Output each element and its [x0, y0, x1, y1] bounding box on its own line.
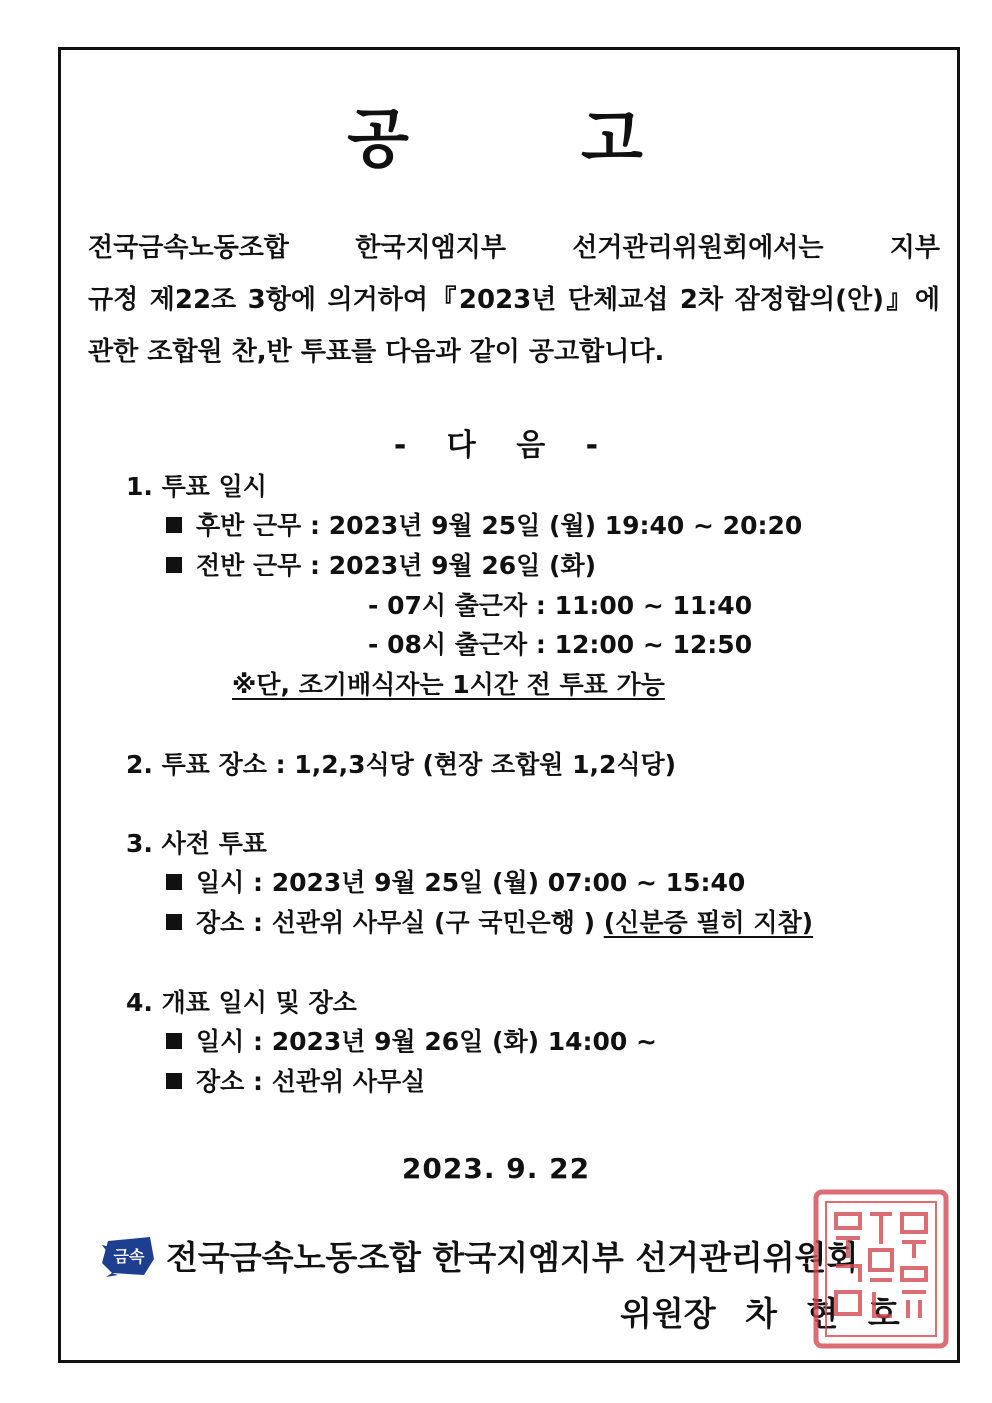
s2-heading: 2. 투표 장소 : 1,2,3식당 (현장 조합원 1,2식당) — [126, 750, 677, 779]
union-logo-icon — [98, 1233, 158, 1279]
s3-item-2-note: (신분증 필히 지참) — [603, 908, 814, 937]
notice-date: 2023. 9. 22 — [401, 1152, 591, 1185]
s1-item-2 — [166, 549, 596, 583]
s4-heading: 4. 개표 일시 및 장소 — [126, 988, 357, 1017]
s1-note: ※단, 조기배식자는 1시간 전 투표 가능 — [232, 670, 665, 699]
bullet-square-icon — [166, 517, 182, 533]
bullet-square-icon — [166, 557, 182, 573]
chairperson: 위원장 차 현 호 — [620, 1294, 900, 1333]
s4-item-2 — [166, 1065, 425, 1099]
s1-item-1 — [166, 509, 802, 543]
organization — [98, 1232, 858, 1279]
title-char-1: 공 — [347, 103, 411, 177]
bullet-square-icon — [166, 874, 182, 890]
s3-heading: 3. 사전 투표 — [126, 829, 267, 858]
s3-item-1-text: 일시 : 2023년 9월 25일 (월) 07:00 ~ 15:40 — [196, 868, 746, 897]
s1-item-1-text: 후반 근무 : 2023년 9월 25일 (월) 19:40 ~ 20:20 — [196, 511, 803, 540]
svg-text:금속: 금속 — [113, 1246, 145, 1266]
bullet-square-icon — [166, 1073, 182, 1089]
intro-line-2: 규정 제22조 3항에 의거하여『2023년 단체교섭 2차 잠정합의(안)』에 — [88, 285, 940, 315]
intro-line-1: 전국금속노동조합 한국지엠지부 선거관리위원회에서는 지부 — [88, 233, 940, 263]
s3-item-2-text: 장소 : 선관위 사무실 (구 국민은행 ) — [196, 908, 596, 937]
s4-item-1 — [166, 1025, 657, 1059]
s4-item-1-text: 일시 : 2023년 9월 26일 (화) 14:00 ~ — [196, 1027, 657, 1056]
organization-name: 전국금속노동조합 한국지엠지부 선거관리위원회 — [166, 1238, 859, 1277]
s1-heading: 1. 투표 일시 — [126, 472, 267, 501]
intro-line-3: 관한 조합원 찬,반 투표를 다음과 같이 공고합니다. — [88, 337, 665, 367]
bullet-square-icon — [166, 914, 182, 930]
title-char-2: 고 — [581, 103, 645, 177]
page-title — [0, 88, 992, 180]
s1-sub-1: - 07시 출근자 : 11:00 ~ 11:40 — [368, 591, 753, 620]
s4-item-2-text: 장소 : 선관위 사무실 — [196, 1067, 426, 1096]
official-seal-icon — [812, 1188, 950, 1350]
section-head: - 다 음 - — [393, 428, 599, 463]
s1-item-2-text: 전반 근무 : 2023년 9월 26일 (화) — [196, 551, 597, 580]
s3-item-2 — [166, 906, 813, 940]
s1-sub-2: - 08시 출근자 : 12:00 ~ 12:50 — [368, 630, 753, 659]
intro-paragraph — [88, 222, 940, 378]
bullet-square-icon — [166, 1033, 182, 1049]
s3-item-1 — [166, 866, 745, 900]
